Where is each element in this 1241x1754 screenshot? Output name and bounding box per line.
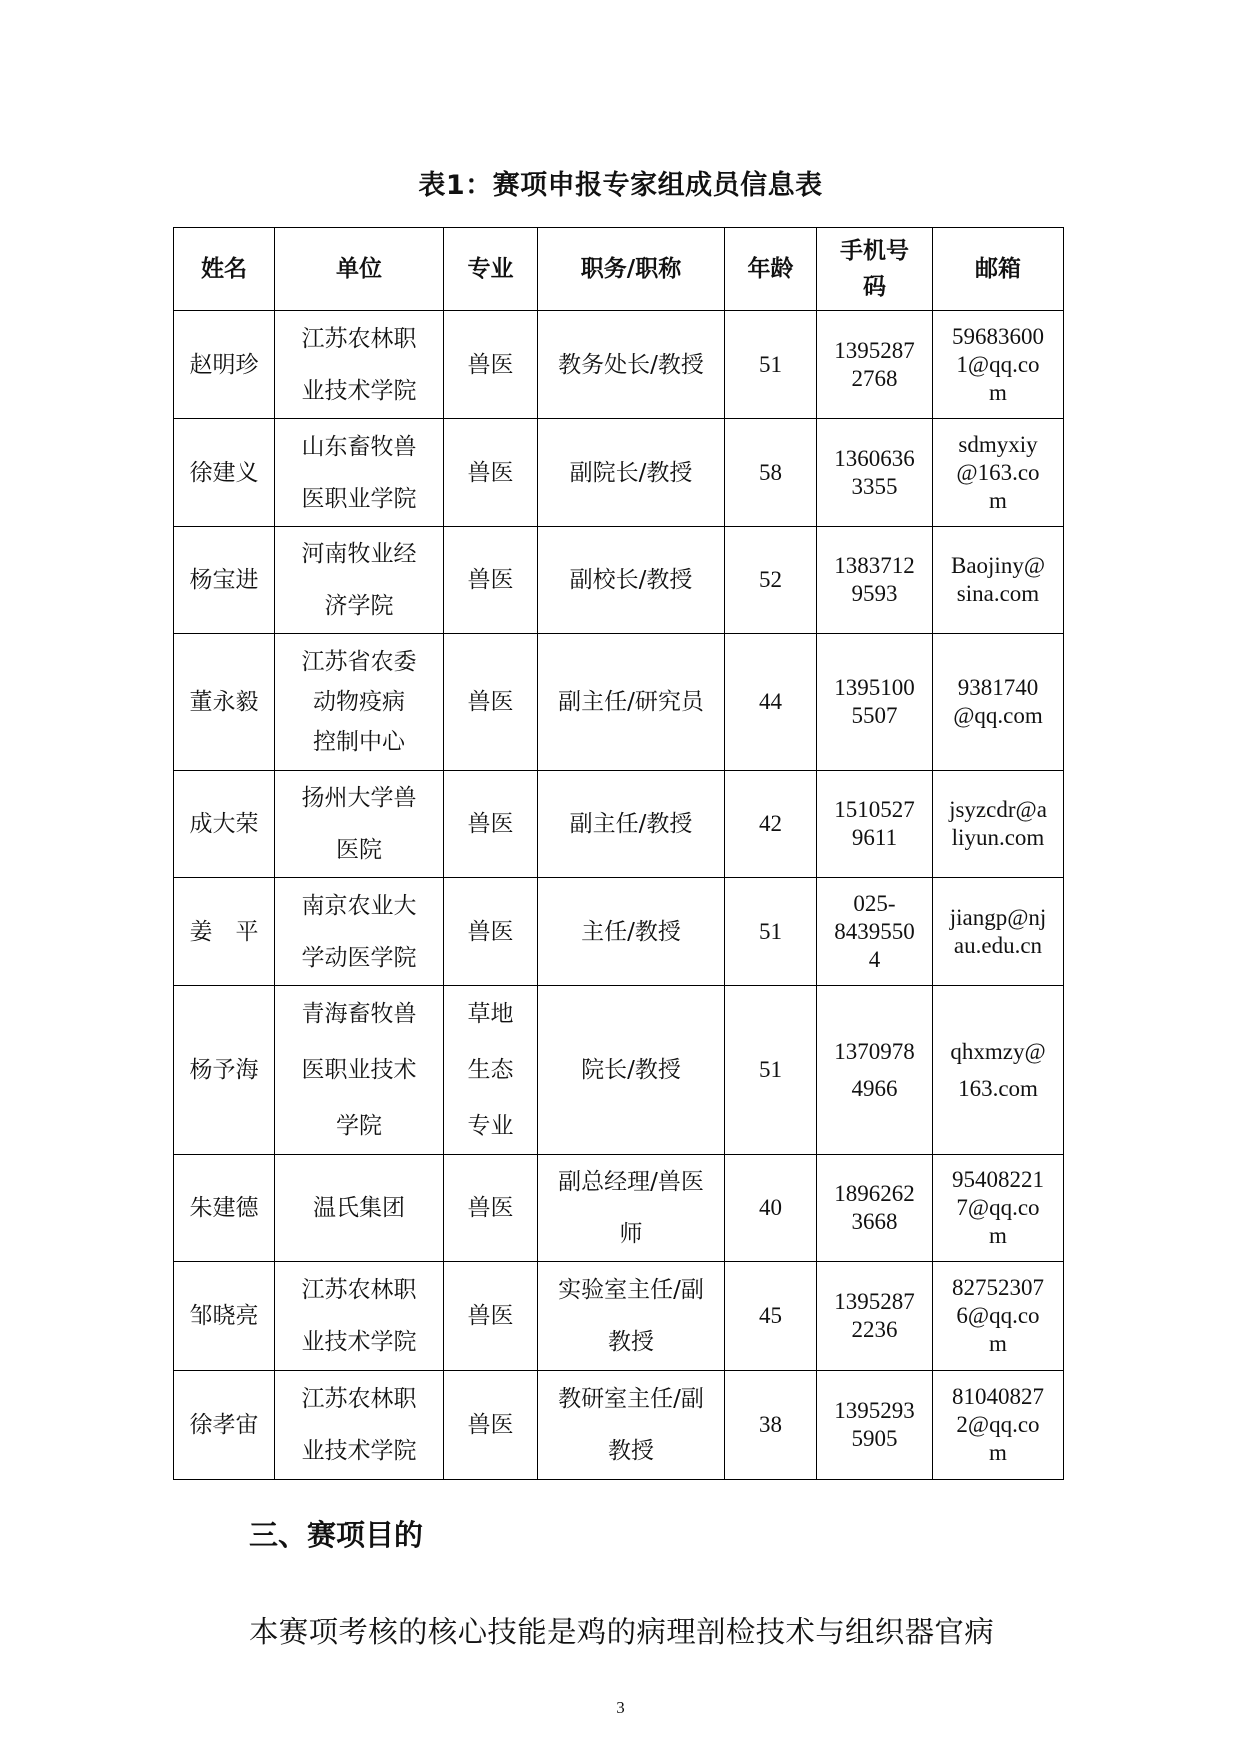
cell-phone: [817, 1262, 933, 1371]
cell-unit: [275, 1262, 444, 1371]
cell-unit-line: 扬州大学兽: [301, 785, 417, 811]
table-row: [174, 1371, 1064, 1480]
cell-major-line: 兽医: [467, 1195, 514, 1221]
cell-email: [933, 634, 1064, 771]
cell-phone-line: 3355: [851, 473, 898, 499]
cell-title: [538, 1371, 725, 1480]
cell-phone-line: 025-: [853, 890, 896, 916]
cell-title-line: 教授: [608, 1329, 654, 1355]
cell-phone-line: 3668: [851, 1209, 898, 1234]
cell-unit-line: 医院: [336, 837, 382, 863]
cell-age: 51: [725, 986, 817, 1155]
cell-major-line: 兽医: [467, 1412, 514, 1438]
cell-phone: [817, 419, 933, 527]
cell-major: [444, 986, 538, 1155]
cell-major: [444, 419, 538, 527]
cell-title: [538, 311, 725, 419]
body-paragraph: 本赛项考核的核心技能是鸡的病理剖检技术与组织器官病: [249, 1615, 995, 1649]
cell-major-line: 兽医: [467, 351, 514, 378]
cell-major-line: 兽医: [467, 689, 514, 715]
cell-title-line: 副主任/教授: [569, 811, 693, 837]
cell-unit: [275, 878, 444, 986]
cell-email: [933, 1155, 1064, 1262]
cell-phone-line: 4966: [851, 1076, 898, 1101]
cell-unit-line: 青海畜牧兽: [301, 1001, 417, 1027]
cell-email-line: liyun.com: [951, 825, 1045, 850]
cell-phone-line: 8439550: [834, 918, 915, 944]
cell-major: [444, 1262, 538, 1371]
cell-age: 58: [725, 419, 817, 527]
cell-unit-line: 山东畜牧兽: [301, 433, 417, 460]
cell-phone-line: 1395287: [834, 1289, 915, 1314]
table-row: [174, 311, 1064, 419]
cell-email: [933, 986, 1064, 1155]
cell-email-line: m: [989, 1331, 1007, 1356]
cell-email: [933, 527, 1064, 634]
table-header-row: [174, 228, 1064, 311]
cell-title: [538, 986, 725, 1155]
cell-email-line: 9381740: [957, 675, 1039, 700]
table-row: [174, 878, 1064, 986]
cell-unit-line: 业技术学院: [301, 1438, 417, 1464]
cell-phone-line: 2236: [851, 1317, 898, 1342]
cell-unit-line: 业技术学院: [301, 1329, 417, 1355]
cell-major-line: 专业: [467, 1113, 514, 1139]
page-number: 3: [616, 1698, 625, 1717]
cell-phone: [817, 771, 933, 878]
cell-phone-line: 1395287: [834, 337, 915, 363]
cell-phone-line: 1395100: [834, 675, 915, 700]
header-title: 职务/职称: [538, 228, 725, 311]
header-email: 邮箱: [933, 228, 1064, 311]
cell-unit-line: 江苏农林职: [301, 1277, 417, 1303]
cell-phone: [817, 1155, 933, 1262]
cell-unit: [275, 771, 444, 878]
cell-name: 董永毅: [174, 634, 275, 771]
table-row: [174, 1155, 1064, 1262]
cell-unit-line: 动物疫病: [313, 689, 405, 715]
cell-title: [538, 878, 725, 986]
cell-email-line: jsyzcdr@a: [949, 797, 1047, 822]
cell-phone: [817, 878, 933, 986]
cell-major-line: 兽医: [467, 1303, 514, 1329]
cell-age: 44: [725, 634, 817, 771]
cell-major-line: 兽医: [467, 567, 514, 593]
cell-unit-line: 南京农业大: [301, 892, 417, 919]
cell-title: [538, 527, 725, 634]
cell-major: [444, 878, 538, 986]
cell-unit-line: 医职业技术: [301, 1057, 417, 1083]
cell-name: 徐孝宙: [174, 1371, 275, 1480]
cell-phone-line: 9593: [851, 581, 898, 606]
cell-unit: [275, 1155, 444, 1262]
cell-unit: [275, 986, 444, 1155]
cell-email-line: 163.com: [958, 1076, 1038, 1101]
cell-title: [538, 1262, 725, 1371]
cell-email-line: 81040827: [952, 1384, 1044, 1409]
cell-email-line: 7@qq.co: [956, 1195, 1040, 1220]
cell-title-line: 师: [619, 1221, 643, 1247]
cell-email-line: 2@qq.co: [956, 1412, 1040, 1437]
cell-title-line: 院长/教授: [581, 1057, 681, 1083]
cell-major-line: 兽医: [467, 459, 514, 486]
cell-unit-line: 江苏农林职: [301, 1386, 417, 1412]
cell-email-line: 6@qq.co: [956, 1303, 1040, 1328]
cell-email-line: au.edu.cn: [953, 932, 1043, 958]
cell-unit-line: 温氏集团: [313, 1195, 405, 1221]
cell-email-line: sdmyxiy: [958, 431, 1038, 457]
cell-email-line: 82752307: [952, 1275, 1044, 1300]
cell-phone-line: 1383712: [834, 553, 915, 578]
cell-email-line: m: [989, 487, 1007, 513]
cell-email: [933, 878, 1064, 986]
cell-name: 杨予海: [174, 986, 275, 1155]
cell-age: 40: [725, 1155, 817, 1262]
cell-major: [444, 771, 538, 878]
table-title: 表1：赛项申报专家组成员信息表: [418, 170, 823, 201]
cell-name: 赵明珍: [174, 311, 275, 419]
cell-phone-line: 4: [868, 946, 881, 972]
cell-email-line: @qq.com: [953, 703, 1043, 728]
table-row: [174, 527, 1064, 634]
cell-unit: [275, 527, 444, 634]
cell-name: 成大荣: [174, 771, 275, 878]
cell-email-line: 59683600: [952, 323, 1044, 349]
cell-major-line: 草地: [467, 1001, 514, 1027]
header-name: 姓名: [174, 228, 275, 311]
cell-email-line: Baojiny@: [950, 553, 1045, 578]
header-unit: 单位: [275, 228, 444, 311]
cell-email-line: m: [989, 379, 1007, 405]
cell-unit-line: 江苏省农委: [301, 649, 417, 675]
cell-email-line: 1@qq.co: [956, 351, 1040, 377]
cell-email-line: m: [989, 1440, 1007, 1465]
cell-name: 杨宝进: [174, 527, 275, 634]
cell-unit: [275, 311, 444, 419]
table-body: [174, 311, 1064, 1480]
cell-title-line: 主任/教授: [581, 918, 681, 945]
header-phone: [817, 228, 933, 311]
cell-age: 38: [725, 1371, 817, 1480]
cell-email-line: qhxmzy@: [950, 1039, 1046, 1064]
cell-phone-line: 5507: [851, 703, 898, 728]
cell-name: 姜 平: [174, 878, 275, 986]
cell-phone-line: 5905: [851, 1426, 898, 1451]
cell-unit-line: 河南牧业经: [301, 541, 417, 567]
cell-unit-line: 学动医学院: [301, 944, 417, 971]
cell-age: 42: [725, 771, 817, 878]
cell-phone-line: 2768: [851, 365, 898, 391]
cell-unit: [275, 634, 444, 771]
cell-email: [933, 311, 1064, 419]
header-major: 专业: [444, 228, 538, 311]
cell-name: 徐建义: [174, 419, 275, 527]
cell-email-line: sina.com: [956, 581, 1040, 606]
cell-major-line: 生态: [467, 1057, 514, 1083]
cell-email-line: m: [989, 1223, 1007, 1248]
cell-email: [933, 1262, 1064, 1371]
cell-phone-line: 9611: [851, 825, 898, 850]
cell-age: 51: [725, 878, 817, 986]
cell-name: 邹晓亮: [174, 1262, 275, 1371]
cell-unit-line: 业技术学院: [301, 377, 417, 404]
cell-title-line: 副院长/教授: [569, 459, 693, 486]
cell-name: 朱建德: [174, 1155, 275, 1262]
cell-email: [933, 1371, 1064, 1480]
cell-major: [444, 1155, 538, 1262]
cell-age: 51: [725, 311, 817, 419]
cell-major: [444, 634, 538, 771]
cell-title: [538, 1155, 725, 1262]
cell-title-line: 副总经理/兽医: [558, 1169, 704, 1195]
cell-title-line: 教授: [608, 1438, 654, 1464]
cell-title: [538, 634, 725, 771]
cell-unit-line: 医职业学院: [301, 485, 417, 512]
cell-phone: [817, 634, 933, 771]
header-phone-line: 码: [863, 274, 886, 300]
cell-major: [444, 1371, 538, 1480]
cell-unit-line: 控制中心: [313, 729, 405, 755]
cell-email: [933, 419, 1064, 527]
cell-title-line: 实验室主任/副: [558, 1277, 704, 1303]
cell-major: [444, 527, 538, 634]
header-age: 年龄: [725, 228, 817, 311]
cell-major-line: 兽医: [467, 918, 514, 945]
cell-email: [933, 771, 1064, 878]
cell-email-line: jiangp@nj: [949, 904, 1047, 930]
cell-title-line: 副校长/教授: [569, 567, 693, 593]
cell-age: 45: [725, 1262, 817, 1371]
section-heading: 三、赛项目的: [249, 1518, 424, 1552]
table-row: [174, 419, 1064, 527]
cell-email-line: @163.co: [956, 459, 1040, 485]
expert-table: [173, 227, 1064, 1480]
cell-title: [538, 419, 725, 527]
cell-unit-line: 学院: [336, 1113, 382, 1139]
cell-title: [538, 771, 725, 878]
cell-title-line: 教务处长/教授: [558, 351, 704, 378]
cell-email-line: 95408221: [952, 1167, 1044, 1192]
cell-title-line: 副主任/研究员: [558, 689, 704, 715]
cell-unit: [275, 419, 444, 527]
table-row: [174, 634, 1064, 771]
cell-unit-line: 江苏农林职: [301, 325, 417, 352]
header-phone-line: 手机号: [840, 238, 909, 264]
cell-phone: [817, 1371, 933, 1480]
cell-major: [444, 311, 538, 419]
cell-phone-line: 1360636: [834, 445, 915, 471]
table-row: [174, 986, 1064, 1155]
cell-title-line: 教研室主任/副: [558, 1386, 704, 1412]
cell-phone: [817, 527, 933, 634]
cell-unit-line: 济学院: [324, 593, 394, 619]
cell-phone: [817, 311, 933, 419]
cell-unit: [275, 1371, 444, 1480]
cell-age: 52: [725, 527, 817, 634]
cell-phone-line: 1370978: [834, 1039, 915, 1064]
cell-phone-line: 1510527: [834, 797, 915, 822]
cell-phone-line: 1395293: [834, 1398, 915, 1423]
table-row: [174, 771, 1064, 878]
cell-phone-line: 1896262: [834, 1181, 915, 1206]
cell-major-line: 兽医: [467, 811, 514, 837]
table-row: [174, 1262, 1064, 1371]
cell-phone: [817, 986, 933, 1155]
